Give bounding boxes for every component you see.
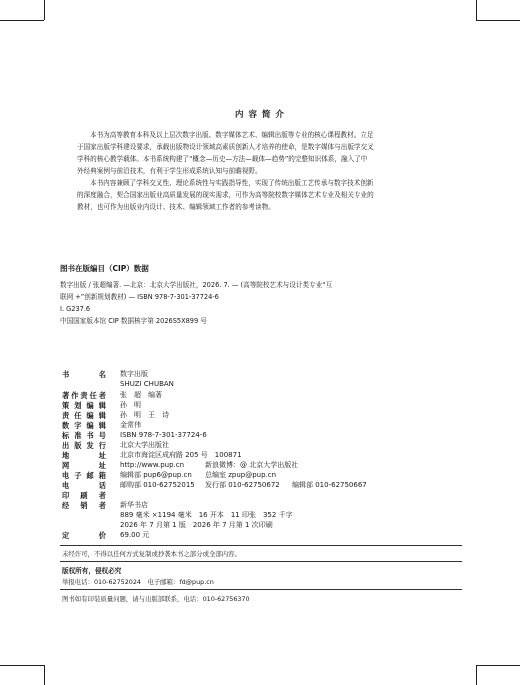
summary-line: 的深度融合，契合国家出版业高质量发展的现实需求，可作为高等院校数字媒体艺术专业及相关专业的 [77, 191, 374, 199]
crop-mark-top-left-h [0, 20, 44, 21]
crop-mark-top-right-v [476, 0, 477, 20]
email-editorial: 编辑部 pup6@pup.cn [120, 471, 192, 479]
cip-line: 数字出版 / 张超编著. —北京：北京大学出版社，2026. 7. — (高等院校艺术与设计类专业“互 [60, 281, 333, 289]
rights-heading: 版权所有，侵权必究 [62, 567, 122, 575]
crop-mark-bottom-right-v [476, 665, 477, 685]
isbn: ISBN 978-7-301-37724-6 [120, 431, 207, 439]
address-label: 地 址 [62, 451, 106, 460]
author: 张 超 编著 [120, 391, 162, 399]
phone-distribution: 发行部 010-62750672 [205, 481, 280, 489]
summary-line: 学科的核心教学载体。本书系统构建了“概念—历史—方法—载体—趋势”的完整知识体系，融入了中 [77, 155, 368, 163]
publisher: 北京大学出版社 [120, 441, 169, 449]
digital-editor: 金常伟 [120, 421, 141, 429]
summary-line: 于国家出版学科建设要求，承载出版物设计领域高素质创新人才培养的使命，是数字媒体与出版学交叉 [77, 143, 374, 151]
cip-heading: 图书在版编目（CIP）数据 [60, 264, 149, 273]
footer-divider-bottom [60, 589, 462, 590]
phone-mail-order: 邮购部 010-62752015 [120, 481, 195, 489]
book-title-pinyin: SHUZI CHUBAN [120, 380, 174, 388]
summary-line: 本书内容兼顾了学科交叉性、理论系统性与实践指导性，实现了传统出版工艺传承与数字技术创新 [90, 179, 374, 187]
website-label: 网 址 [62, 461, 106, 470]
digital-editor-label: 数字编辑 [62, 421, 106, 430]
summary-title: 内 容 简 介 [235, 110, 285, 120]
author-label: 著作责任者 [62, 391, 106, 400]
price-label: 定 价 [62, 531, 106, 540]
crop-mark-bottom-left-v [44, 665, 45, 685]
book-title: 数字出版 [120, 370, 148, 378]
phone-label: 电 话 [62, 481, 106, 490]
responsible-editor-label: 责任编辑 [62, 411, 106, 420]
crop-mark-bottom-left-h [0, 665, 44, 666]
cip-line: Ⅰ. G237.6 [60, 305, 91, 313]
footer-divider-top [60, 545, 462, 546]
responsible-editor: 孙 明 王 诗 [120, 411, 169, 419]
phone-editorial: 编辑部 010-62750667 [292, 481, 367, 489]
address: 北京市海淀区成府路 205 号 100871 [120, 451, 242, 459]
cip-line: 中国国家版本馆 CIP 数据核字第 2026S5X899 号 [60, 317, 207, 325]
email-label: 电子邮箱 [62, 471, 106, 480]
distributor: 新华书店 [120, 501, 148, 509]
price: 69.00 元 [120, 531, 150, 539]
summary-line: 本书为高等教育本科及以上层次数字出版、数字媒体艺术、编辑出版等专业的核心课程教材。立足 [90, 131, 374, 139]
footer-divider-middle [60, 561, 462, 562]
book-title-label: 书 名 [62, 370, 106, 379]
crop-mark-bottom-right-h [476, 665, 520, 666]
summary-line: 外经典案例与前沿技术，有利于学生形成系统认知与前瞻视野。 [77, 167, 262, 175]
isbn-label: 标准书号 [62, 431, 106, 440]
distributor-label: 经 销 者 [62, 501, 106, 510]
printer-label: 印 刷 者 [62, 491, 106, 500]
copy-notice: 未经许可，不得以任何方式复制或抄袭本书之部分或全部内容。 [62, 550, 241, 558]
crop-mark-top-left-v [44, 0, 45, 20]
report-contact: 举报电话：010-62752024 电子邮箱：fd@pup.cn [62, 578, 214, 586]
planning-editor: 孙 明 [120, 401, 141, 409]
weibo: 新浪微博：@ 北京大学出版社 [205, 461, 299, 469]
summary-line: 教材，也可作为出版业内设计、技术、编辑领域工作者的参考读物。 [77, 203, 275, 211]
website: http://www.pup.cn [120, 461, 185, 469]
quality-notice: 图书如有印装质量问题，请与出版部联系，电话：010-62756370 [62, 595, 250, 603]
cip-line: 联网 +”创新规划教材) — ISBN 978-7-301-37724-6 [60, 293, 219, 301]
email-chief: 总编室 zpup@pup.cn [205, 471, 277, 479]
planning-editor-label: 策划编辑 [62, 401, 106, 410]
publisher-label: 出版发行 [62, 441, 106, 450]
crop-mark-top-right-h [476, 20, 520, 21]
edition: 2026 年 7 月第 1 版 2026 年 7 月第 1 次印刷 [120, 521, 273, 529]
specs: 889 毫米 ×1194 毫米 16 开本 11 印张 352 千字 [120, 511, 293, 519]
